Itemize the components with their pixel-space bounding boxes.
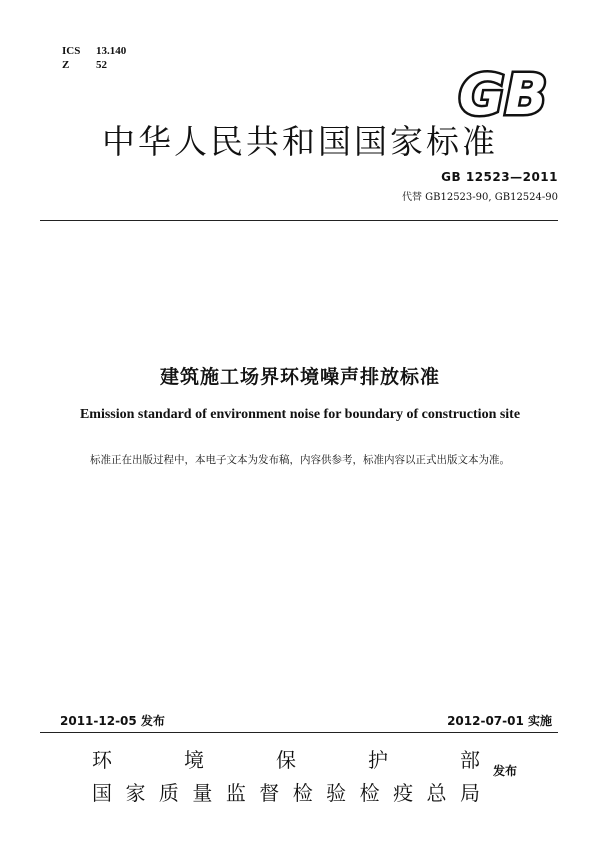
issuer-char: 境 — [184, 748, 204, 772]
issuer-char: 量 — [192, 781, 213, 805]
issuer-char: 局 — [459, 781, 480, 805]
standard-number: GB 12523—2011 — [441, 170, 558, 184]
issuer-char: 家 — [125, 781, 146, 805]
issuer-char: 验 — [326, 781, 347, 805]
gb-logo — [446, 64, 560, 122]
issuer-char: 保 — [276, 748, 296, 772]
logo-text: GB — [458, 64, 548, 122]
document-title: 建筑施工场界环境噪声排放标准 — [159, 366, 440, 388]
issuer-char: 质 — [158, 781, 179, 805]
issuer-char: 督 — [259, 781, 280, 805]
issuer-char: 环 — [92, 748, 112, 772]
issuer-char: 检 — [292, 781, 313, 805]
implementation-date: 2012-07-01 实施 — [447, 714, 552, 728]
issued-label: 发布 — [493, 764, 518, 778]
doc-type-heading: 中华人民共和国国家标准 — [102, 122, 498, 161]
issuer-aqsiq — [92, 777, 480, 806]
issuer-char: 检 — [359, 781, 380, 805]
issuer-char: 部 — [460, 748, 480, 772]
publication-note: 标准正在出版过程中，本电子文本为发布稿，内容供参考，标准内容以正式出版文本为准。 — [90, 454, 510, 466]
issue-date: 2011-12-05 发布 — [60, 714, 165, 728]
issuer-char: 总 — [426, 781, 447, 805]
issuer-ministry — [92, 744, 480, 773]
issuer-char: 疫 — [393, 781, 414, 805]
ics-label: ICS — [62, 45, 81, 57]
ics-value: 13.140 — [96, 45, 127, 57]
bottom-divider — [40, 732, 558, 733]
issuer-char: 国 — [92, 781, 112, 805]
ccs-label: Z — [62, 59, 70, 71]
document-title-english: Emission standard of environment noise for boundary of construction site — [79, 407, 521, 422]
ccs-value: 52 — [96, 59, 107, 71]
classification-codes — [62, 44, 126, 72]
issuer-char: 监 — [225, 781, 246, 805]
top-divider — [40, 220, 558, 221]
issuer-char: 护 — [368, 748, 388, 772]
replaces-note: 代替 GB12523-90, GB12524-90 — [401, 192, 558, 203]
